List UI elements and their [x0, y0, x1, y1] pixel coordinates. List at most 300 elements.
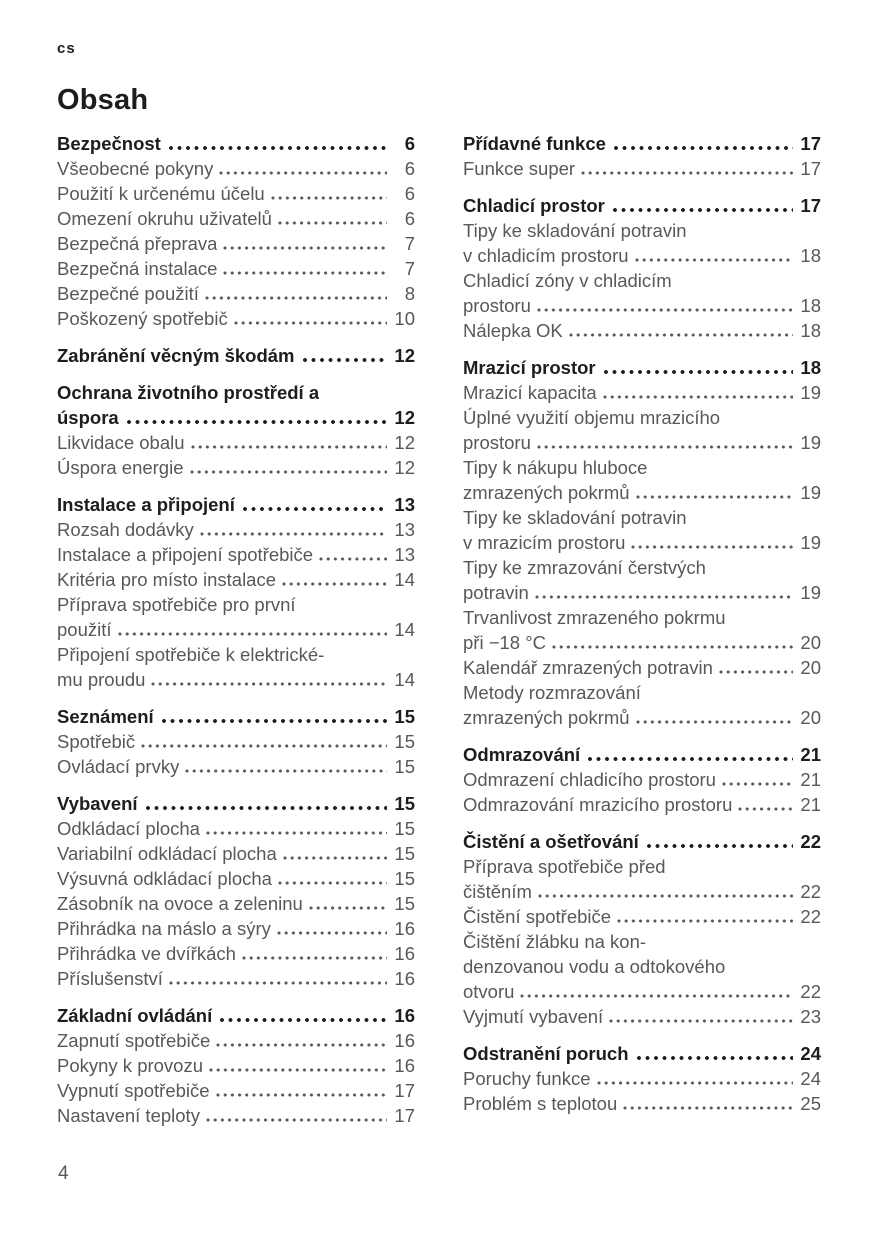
- dot-leader: [608, 1004, 793, 1029]
- dot-leader: [277, 866, 387, 891]
- toc-entry-line: [57, 1053, 415, 1078]
- toc-entry-line: [463, 156, 821, 181]
- toc-entry-text: Tipy ke skladování potravin: [463, 507, 687, 528]
- toc-entry: [57, 1103, 415, 1128]
- toc-entry-text: Úplné využití objemu mrazicího: [463, 407, 721, 428]
- toc-section: [57, 1003, 415, 1128]
- toc-entry: [57, 430, 415, 455]
- dot-leader: [222, 256, 387, 281]
- toc-section-heading: [57, 131, 415, 156]
- toc-entry-line: [463, 1066, 821, 1091]
- toc-entry-page-number: 12: [394, 457, 415, 478]
- dot-leader: [646, 829, 793, 854]
- toc-entry-text: Čistění spotřebiče: [463, 906, 612, 927]
- toc-entry: [463, 268, 821, 318]
- toc-entry: [463, 1004, 821, 1029]
- toc-entry-line: [463, 705, 821, 730]
- toc-entry: [57, 1078, 415, 1103]
- dot-leader: [161, 704, 387, 729]
- toc-entry-line: [463, 268, 821, 293]
- toc-entry-line: [57, 206, 415, 231]
- toc-entry: [463, 792, 821, 817]
- dot-leader: [190, 430, 387, 455]
- toc-entry-text: Vypnutí spotřebiče: [57, 1080, 210, 1101]
- dot-leader: [536, 293, 793, 318]
- toc-entry-text: Funkce super: [463, 158, 576, 179]
- toc-entry-text: Zapnutí spotřebiče: [57, 1030, 211, 1051]
- toc-section-heading: [57, 704, 415, 729]
- toc-entry-page-number: 17: [394, 1105, 415, 1126]
- toc-entry-page-number: 12: [394, 432, 415, 453]
- dot-leader: [242, 492, 387, 517]
- toc-entry-text: Instalace a připojení spotřebiče: [57, 544, 314, 565]
- toc-section: [463, 1041, 821, 1116]
- toc-entry: [57, 455, 415, 480]
- toc-entry: [57, 1053, 415, 1078]
- toc-entry-page-number: 24: [800, 1068, 821, 1089]
- toc-entry: [57, 916, 415, 941]
- toc-entry-page-number: 16: [394, 1055, 415, 1076]
- toc-entry-page-number: 15: [394, 793, 415, 814]
- toc-entry-text: Přihrádka na máslo a sýry: [57, 918, 271, 939]
- toc-entry-line: [463, 929, 821, 954]
- toc-entry-page-number: 20: [800, 707, 821, 728]
- toc-entry-page-number: 14: [394, 619, 415, 640]
- toc-entry-text: Chladicí prostor: [463, 195, 605, 216]
- toc-entry-line: [57, 966, 415, 991]
- toc-entry-line: [57, 1003, 415, 1028]
- toc-entry-page-number: 13: [394, 519, 415, 540]
- toc-entry-line: [57, 1028, 415, 1053]
- toc-entry-text: Zásobník na ovoce a zeleninu: [57, 893, 303, 914]
- toc-entry: [463, 555, 821, 605]
- toc-entry-page-number: 22: [800, 981, 821, 1002]
- dot-leader: [140, 729, 387, 754]
- toc-entry-line: [463, 1091, 821, 1116]
- toc-entry: [463, 1066, 821, 1091]
- dot-leader: [168, 131, 387, 156]
- toc-entry-line: [463, 430, 821, 455]
- toc-entry-text: Vybavení: [57, 793, 138, 814]
- toc-section: [57, 380, 415, 480]
- dot-leader: [721, 767, 793, 792]
- toc-entry-line: [463, 555, 821, 580]
- toc-entry-page-number: 15: [394, 893, 415, 914]
- toc-entry-line: [463, 405, 821, 430]
- toc-entry-page-number: 15: [394, 818, 415, 839]
- toc-section-heading: [57, 492, 415, 517]
- toc-entry-line: [463, 854, 821, 879]
- toc-entry-line: [463, 904, 821, 929]
- toc-entry-line: [463, 580, 821, 605]
- toc-entry-line: [463, 355, 821, 380]
- toc-entry-page-number: 16: [394, 1030, 415, 1051]
- toc-entry-page-number: 21: [800, 769, 821, 790]
- toc-entry-line: [57, 1078, 415, 1103]
- toc-entry-line: [463, 792, 821, 817]
- toc-entry-line: [463, 829, 821, 854]
- toc-entry-text: Odkládací plocha: [57, 818, 200, 839]
- language-code: cs: [57, 40, 76, 57]
- toc-entry-page-number: 8: [404, 283, 415, 304]
- toc-entry-line: [57, 405, 415, 430]
- toc-entry-text: Poruchy funkce: [463, 1068, 591, 1089]
- toc-entry-page-number: 17: [394, 1080, 415, 1101]
- toc-entry: [57, 517, 415, 542]
- dot-leader: [199, 517, 387, 542]
- toc-entry: [57, 816, 415, 841]
- toc-column-left: [57, 131, 415, 1128]
- toc-entry: [57, 841, 415, 866]
- toc-entry-page-number: 20: [800, 632, 821, 653]
- toc-entry-line: [57, 567, 415, 592]
- toc-entry-text: Seznámení: [57, 706, 154, 727]
- toc-entry-line: [57, 455, 415, 480]
- toc-entry-text: Příprava spotřebiče před: [463, 856, 666, 877]
- dot-leader: [630, 530, 793, 555]
- toc-entry-text: Metody rozmrazování: [463, 682, 641, 703]
- toc-entry-text: Poškozený spotřebič: [57, 308, 228, 329]
- dot-leader: [126, 405, 387, 430]
- toc-entry-page-number: 22: [800, 831, 821, 852]
- toc-entry-line: [57, 517, 415, 542]
- dot-leader: [282, 841, 387, 866]
- toc-section: [57, 791, 415, 991]
- toc-entry-line: [463, 243, 821, 268]
- dot-leader: [168, 966, 387, 991]
- toc-entry-page-number: 25: [800, 1093, 821, 1114]
- toc-entry-text: Všeobecné pokyny: [57, 158, 214, 179]
- toc-entry-line: [57, 617, 415, 642]
- toc-entry-line: [57, 430, 415, 455]
- toc-entry-text: mu proudu: [57, 669, 146, 690]
- toc-entry-line: [57, 891, 415, 916]
- dot-leader: [602, 380, 793, 405]
- toc-entry-page-number: 16: [394, 968, 415, 989]
- dot-leader: [616, 904, 793, 929]
- toc-entry-line: [57, 231, 415, 256]
- dot-leader: [613, 131, 793, 156]
- dot-leader: [277, 206, 387, 231]
- toc-entry-text: Likvidace obalu: [57, 432, 185, 453]
- toc-entry: [463, 318, 821, 343]
- toc-entry-text: Výsuvná odkládací plocha: [57, 868, 272, 889]
- toc-section: [57, 343, 415, 368]
- toc-entry-text: Příprava spotřebiče pro první: [57, 594, 296, 615]
- dot-leader: [318, 542, 387, 567]
- toc-entry-text: Přihrádka ve dvířkách: [57, 943, 236, 964]
- toc-section: [57, 704, 415, 779]
- toc-entry-line: [463, 530, 821, 555]
- toc-entry-text: Instalace a připojení: [57, 494, 235, 515]
- toc-entry-text: Tipy ke skladování potravin: [463, 220, 687, 241]
- toc-entry-text: Připojení spotřebiče k elektrické-: [57, 644, 325, 665]
- toc-entry: [463, 505, 821, 555]
- toc-entry-page-number: 14: [394, 669, 415, 690]
- toc-entry-text: Pokyny k provozu: [57, 1055, 204, 1076]
- toc-entry-page-number: 18: [800, 320, 821, 341]
- toc-entry-page-number: 21: [800, 744, 821, 765]
- toc-entry-line: [57, 1103, 415, 1128]
- toc-column-right: [463, 131, 821, 1128]
- toc-entry-line: [57, 941, 415, 966]
- toc-entry-line: [463, 1004, 821, 1029]
- toc-columns: [57, 131, 821, 1128]
- toc-entry: [463, 605, 821, 655]
- toc-entry: [463, 854, 821, 904]
- toc-entry-line: [463, 680, 821, 705]
- toc-entry-line: [463, 193, 821, 218]
- toc-entry-page-number: 7: [404, 233, 415, 254]
- dot-leader: [208, 1053, 387, 1078]
- toc-entry: [57, 231, 415, 256]
- toc-entry-text: Bezpečná instalace: [57, 258, 218, 279]
- toc-entry: [463, 929, 821, 1004]
- toc-entry-text: Variabilní odkládací plocha: [57, 843, 277, 864]
- dot-leader: [737, 792, 793, 817]
- toc-entry: [463, 904, 821, 929]
- toc-entry-text: Přídavné funkce: [463, 133, 606, 154]
- toc-entry-page-number: 19: [800, 532, 821, 553]
- toc-entry-line: [57, 816, 415, 841]
- toc-entry-line: [463, 293, 821, 318]
- toc-entry: [57, 567, 415, 592]
- dot-leader: [587, 742, 793, 767]
- toc-entry: [57, 866, 415, 891]
- toc-entry-text: Nálepka OK: [463, 320, 563, 341]
- toc-section-heading: [463, 131, 821, 156]
- toc-entry-text: čištěním: [463, 881, 532, 902]
- toc-entry-page-number: 15: [394, 756, 415, 777]
- toc-entry: [57, 1028, 415, 1053]
- toc-entry-page-number: 18: [800, 295, 821, 316]
- dot-leader: [241, 941, 387, 966]
- toc-entry: [57, 256, 415, 281]
- toc-entry-page-number: 18: [800, 245, 821, 266]
- toc-entry-text: Bezpečná přeprava: [57, 233, 218, 254]
- toc-section: [463, 193, 821, 343]
- toc-section: [463, 829, 821, 1029]
- toc-entry-page-number: 16: [394, 943, 415, 964]
- toc-entry: [463, 680, 821, 730]
- toc-entry: [57, 281, 415, 306]
- toc-entry-text: Bezpečnost: [57, 133, 161, 154]
- toc-entry-page-number: 21: [800, 794, 821, 815]
- dot-leader: [218, 156, 387, 181]
- toc-entry-text: prostoru: [463, 432, 531, 453]
- toc-entry-page-number: 6: [404, 158, 415, 179]
- toc-entry-page-number: 20: [800, 657, 821, 678]
- toc-entry: [463, 655, 821, 680]
- toc-entry-line: [463, 879, 821, 904]
- toc-section: [57, 131, 415, 331]
- toc-entry: [463, 1091, 821, 1116]
- toc-section-heading: [463, 1041, 821, 1066]
- toc-entry-text: Ochrana životního prostředí a: [57, 382, 320, 403]
- toc-entry-line: [57, 492, 415, 517]
- toc-entry-text: Základní ovládání: [57, 1005, 213, 1026]
- toc-entry-text: Odstranění poruch: [463, 1043, 629, 1064]
- dot-leader: [215, 1078, 387, 1103]
- toc-section-heading: [57, 1003, 415, 1028]
- toc-section-heading: [57, 343, 415, 368]
- toc-entry: [57, 156, 415, 181]
- toc-entry-line: [57, 729, 415, 754]
- toc-entry-page-number: 15: [394, 868, 415, 889]
- dot-leader: [537, 879, 793, 904]
- toc-entry-text: Příslušenství: [57, 968, 163, 989]
- toc-entry-line: [463, 131, 821, 156]
- toc-entry-page-number: 23: [800, 1006, 821, 1027]
- toc-entry: [57, 181, 415, 206]
- toc-entry-page-number: 6: [404, 208, 415, 229]
- dot-leader: [612, 193, 793, 218]
- toc-entry-page-number: 18: [800, 357, 821, 378]
- toc-entry-line: [57, 642, 415, 667]
- toc-entry-text: Tipy ke zmrazování čerstvých: [463, 557, 706, 578]
- toc-entry-page-number: 19: [800, 382, 821, 403]
- toc-section-heading: [57, 380, 415, 430]
- toc-entry-text: Čištění žlábku na kon-: [463, 931, 647, 952]
- toc-entry-text: Ovládací prvky: [57, 756, 180, 777]
- toc-entry: [57, 891, 415, 916]
- toc-entry-line: [57, 754, 415, 779]
- toc-entry-page-number: 6: [404, 133, 415, 154]
- toc-entry-line: [463, 655, 821, 680]
- toc-section: [57, 492, 415, 692]
- toc-entry-page-number: 17: [800, 195, 821, 216]
- dot-leader: [276, 916, 387, 941]
- toc-entry: [463, 380, 821, 405]
- toc-entry-line: [57, 343, 415, 368]
- toc-entry-text: denzovanou vodu a odtokového: [463, 956, 726, 977]
- toc-entry-line: [57, 592, 415, 617]
- dot-leader: [551, 630, 793, 655]
- dot-leader: [233, 306, 387, 331]
- toc-section: [463, 131, 821, 181]
- toc-section-heading: [463, 829, 821, 854]
- toc-entry: [57, 592, 415, 642]
- toc-entry-line: [57, 542, 415, 567]
- toc-entry-text: úspora: [57, 407, 119, 428]
- dot-leader: [184, 754, 387, 779]
- toc-entry-line: [57, 131, 415, 156]
- toc-entry-line: [57, 791, 415, 816]
- toc-entry-line: [463, 218, 821, 243]
- dot-leader: [215, 1028, 387, 1053]
- toc-entry-text: Zabránění věcným škodám: [57, 345, 295, 366]
- toc-entry-page-number: 14: [394, 569, 415, 590]
- toc-entry-line: [463, 1041, 821, 1066]
- dot-leader: [270, 181, 387, 206]
- toc-entry-text: otvoru: [463, 981, 515, 1002]
- toc-entry-line: [57, 841, 415, 866]
- toc-entry-line: [463, 979, 821, 1004]
- toc-entry: [57, 941, 415, 966]
- dot-leader: [205, 1103, 387, 1128]
- toc-entry-line: [57, 256, 415, 281]
- toc-entry-line: [463, 505, 821, 530]
- dot-leader: [519, 979, 793, 1004]
- toc-entry-text: Mrazicí prostor: [463, 357, 596, 378]
- toc-entry: [463, 156, 821, 181]
- toc-entry: [57, 729, 415, 754]
- toc-entry-text: Spotřebič: [57, 731, 136, 752]
- toc-entry-line: [57, 866, 415, 891]
- toc-entry: [463, 218, 821, 268]
- toc-entry: [463, 767, 821, 792]
- toc-entry-text: Úspora energie: [57, 457, 184, 478]
- page-number: 4: [58, 1163, 69, 1184]
- dot-leader: [536, 430, 793, 455]
- toc-entry-text: Omezení okruhu uživatelů: [57, 208, 272, 229]
- toc-entry: [57, 642, 415, 692]
- toc-entry-line: [57, 156, 415, 181]
- toc-entry-text: Rozsah dodávky: [57, 519, 194, 540]
- toc-entry-line: [463, 630, 821, 655]
- toc-entry-text: Čistění a ošetřování: [463, 831, 639, 852]
- dot-leader: [622, 1091, 793, 1116]
- toc-entry-text: v chladicím prostoru: [463, 245, 629, 266]
- toc-section-heading: [463, 355, 821, 380]
- toc-entry-page-number: 15: [394, 731, 415, 752]
- dot-leader: [204, 281, 387, 306]
- toc-entry-text: Tipy k nákupu hluboce: [463, 457, 648, 478]
- dot-leader: [634, 243, 793, 268]
- toc-entry-text: při −18 °C: [463, 632, 546, 653]
- dot-leader: [534, 580, 793, 605]
- toc-entry-page-number: 19: [800, 432, 821, 453]
- toc-entry-page-number: 17: [800, 133, 821, 154]
- toc-entry-line: [463, 318, 821, 343]
- dot-leader: [308, 891, 387, 916]
- toc-entry-line: [57, 916, 415, 941]
- dot-leader: [635, 480, 793, 505]
- toc-entry-text: Použití k určenému účelu: [57, 183, 265, 204]
- toc-entry-text: potravin: [463, 582, 529, 603]
- dot-leader: [219, 1003, 387, 1028]
- dot-leader: [718, 655, 793, 680]
- toc-entry-page-number: 15: [394, 706, 415, 727]
- toc-entry-line: [463, 480, 821, 505]
- toc-entry-page-number: 22: [800, 906, 821, 927]
- toc-entry-line: [463, 954, 821, 979]
- toc-section-heading: [463, 742, 821, 767]
- toc-entry-line: [57, 281, 415, 306]
- dot-leader: [150, 667, 387, 692]
- toc-entry-page-number: 12: [394, 345, 415, 366]
- toc-entry-text: Kritéria pro místo instalace: [57, 569, 277, 590]
- toc-entry-page-number: 17: [800, 158, 821, 179]
- toc-entry-line: [463, 380, 821, 405]
- toc-entry-text: Odmrazování mrazicího prostoru: [463, 794, 733, 815]
- toc-entry-text: Odmrazení chladicího prostoru: [463, 769, 716, 790]
- toc-entry-page-number: 7: [404, 258, 415, 279]
- toc-entry-line: [57, 667, 415, 692]
- dot-leader: [189, 455, 388, 480]
- toc-entry-text: prostoru: [463, 295, 531, 316]
- toc-entry-line: [463, 742, 821, 767]
- toc-entry-text: Nastavení teploty: [57, 1105, 200, 1126]
- toc-entry-line: [463, 767, 821, 792]
- dot-leader: [596, 1066, 793, 1091]
- toc-entry: [57, 754, 415, 779]
- toc-entry-text: Bezpečné použití: [57, 283, 199, 304]
- toc-entry: [57, 206, 415, 231]
- toc-entry-text: Odmrazování: [463, 744, 581, 765]
- toc-entry-text: Chladicí zóny v chladicím: [463, 270, 672, 291]
- toc-entry-text: Kalendář zmrazených potravin: [463, 657, 713, 678]
